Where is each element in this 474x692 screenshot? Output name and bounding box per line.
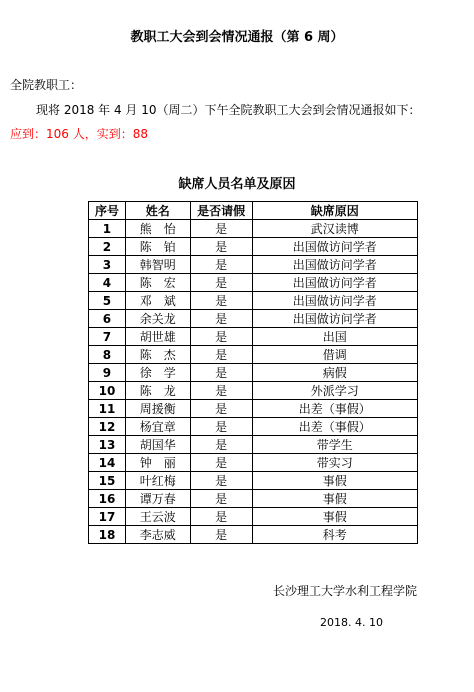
- attendance-stats: 应到：106 人，实到：88: [10, 127, 148, 141]
- cell-leave: 是: [190, 436, 252, 454]
- cell-reason: 病假: [252, 364, 417, 382]
- cell-name: 邓 斌: [125, 292, 190, 310]
- table-header-row: [89, 202, 418, 220]
- cell-name: 王云波: [125, 508, 190, 526]
- cell-seq: 10: [89, 382, 126, 400]
- table-row: [89, 508, 418, 526]
- table-row: [89, 400, 418, 418]
- cell-seq: 17: [89, 508, 126, 526]
- table-row: [89, 490, 418, 508]
- cell-name: 陈 龙: [125, 382, 190, 400]
- table-row: [89, 274, 418, 292]
- cell-reason: 事假: [252, 490, 417, 508]
- table-title: 缺席人员名单及原因: [178, 177, 296, 192]
- cell-leave: 是: [190, 490, 252, 508]
- cell-leave: 是: [190, 418, 252, 436]
- cell-name: 胡世雄: [125, 328, 190, 346]
- table-row: [89, 364, 418, 382]
- cell-seq: 18: [89, 526, 126, 544]
- table-row: [89, 382, 418, 400]
- cell-name: 杨宜章: [125, 418, 190, 436]
- cell-seq: 3: [89, 256, 126, 274]
- cell-seq: 13: [89, 436, 126, 454]
- cell-reason: 出国做访问学者: [252, 292, 417, 310]
- cell-reason: 出国做访问学者: [252, 274, 417, 292]
- cell-name: 胡国华: [125, 436, 190, 454]
- table-row: [89, 328, 418, 346]
- header-reason: 缺席原因: [252, 202, 417, 220]
- cell-reason: 外派学习: [252, 382, 417, 400]
- cell-name: 余关龙: [125, 310, 190, 328]
- cell-seq: 8: [89, 346, 126, 364]
- cell-name: 周援衡: [125, 400, 190, 418]
- header-seq: 序号: [89, 202, 126, 220]
- cell-leave: 是: [190, 526, 252, 544]
- document-title: 教职工大会到会情况通报（第 6 周）: [130, 30, 344, 45]
- header-leave: 是否请假: [190, 202, 252, 220]
- cell-reason: 武汉读博: [252, 220, 417, 238]
- cell-seq: 7: [89, 328, 126, 346]
- cell-name: 钟 丽: [125, 454, 190, 472]
- cell-reason: 科考: [252, 526, 417, 544]
- cell-reason: 出国: [252, 328, 417, 346]
- cell-leave: 是: [190, 454, 252, 472]
- cell-leave: 是: [190, 364, 252, 382]
- cell-leave: 是: [190, 292, 252, 310]
- cell-reason: 事假: [252, 508, 417, 526]
- table-row: [89, 292, 418, 310]
- cell-name: 叶红梅: [125, 472, 190, 490]
- table-row: [89, 256, 418, 274]
- table-row: [89, 238, 418, 256]
- cell-reason: 出国做访问学者: [252, 310, 417, 328]
- table-row: [89, 220, 418, 238]
- table-row: [89, 526, 418, 544]
- cell-reason: 出国做访问学者: [252, 256, 417, 274]
- cell-reason: 事假: [252, 472, 417, 490]
- intro-paragraph: 现将 2018 年 4 月 10（周二）下午全院教职工大会到会情况通报如下：: [36, 103, 421, 117]
- cell-reason: 带实习: [252, 454, 417, 472]
- cell-seq: 6: [89, 310, 126, 328]
- cell-name: 熊 怡: [125, 220, 190, 238]
- cell-name: 韩智明: [125, 256, 190, 274]
- cell-leave: 是: [190, 310, 252, 328]
- cell-leave: 是: [190, 346, 252, 364]
- cell-seq: 9: [89, 364, 126, 382]
- cell-leave: 是: [190, 328, 252, 346]
- table-row: [89, 436, 418, 454]
- cell-name: 徐 学: [125, 364, 190, 382]
- table-row: [89, 472, 418, 490]
- cell-name: 李志威: [125, 526, 190, 544]
- cell-leave: 是: [190, 220, 252, 238]
- cell-reason: 带学生: [252, 436, 417, 454]
- cell-leave: 是: [190, 472, 252, 490]
- absentee-table: [88, 201, 418, 544]
- cell-leave: 是: [190, 382, 252, 400]
- table-row: [89, 418, 418, 436]
- cell-leave: 是: [190, 256, 252, 274]
- cell-seq: 1: [89, 220, 126, 238]
- cell-leave: 是: [190, 508, 252, 526]
- document-date: 2018. 4. 10: [320, 616, 383, 629]
- cell-seq: 4: [89, 274, 126, 292]
- greeting: 全院教职工：: [10, 78, 83, 92]
- header-name: 姓名: [125, 202, 190, 220]
- cell-leave: 是: [190, 400, 252, 418]
- cell-name: 陈 杰: [125, 346, 190, 364]
- table-row: [89, 346, 418, 364]
- cell-seq: 14: [89, 454, 126, 472]
- cell-name: 谭万春: [125, 490, 190, 508]
- cell-seq: 2: [89, 238, 126, 256]
- organization-signature: 长沙理工大学水利工程学院: [273, 584, 418, 598]
- cell-name: 陈 铂: [125, 238, 190, 256]
- cell-reason: 出差（事假）: [252, 400, 417, 418]
- table-row: [89, 310, 418, 328]
- table-row: [89, 454, 418, 472]
- cell-seq: 16: [89, 490, 126, 508]
- cell-seq: 5: [89, 292, 126, 310]
- cell-leave: 是: [190, 274, 252, 292]
- cell-reason: 借调: [252, 346, 417, 364]
- cell-seq: 15: [89, 472, 126, 490]
- cell-seq: 11: [89, 400, 126, 418]
- cell-reason: 出国做访问学者: [252, 238, 417, 256]
- cell-seq: 12: [89, 418, 126, 436]
- cell-reason: 出差（事假）: [252, 418, 417, 436]
- cell-name: 陈 宏: [125, 274, 190, 292]
- cell-leave: 是: [190, 238, 252, 256]
